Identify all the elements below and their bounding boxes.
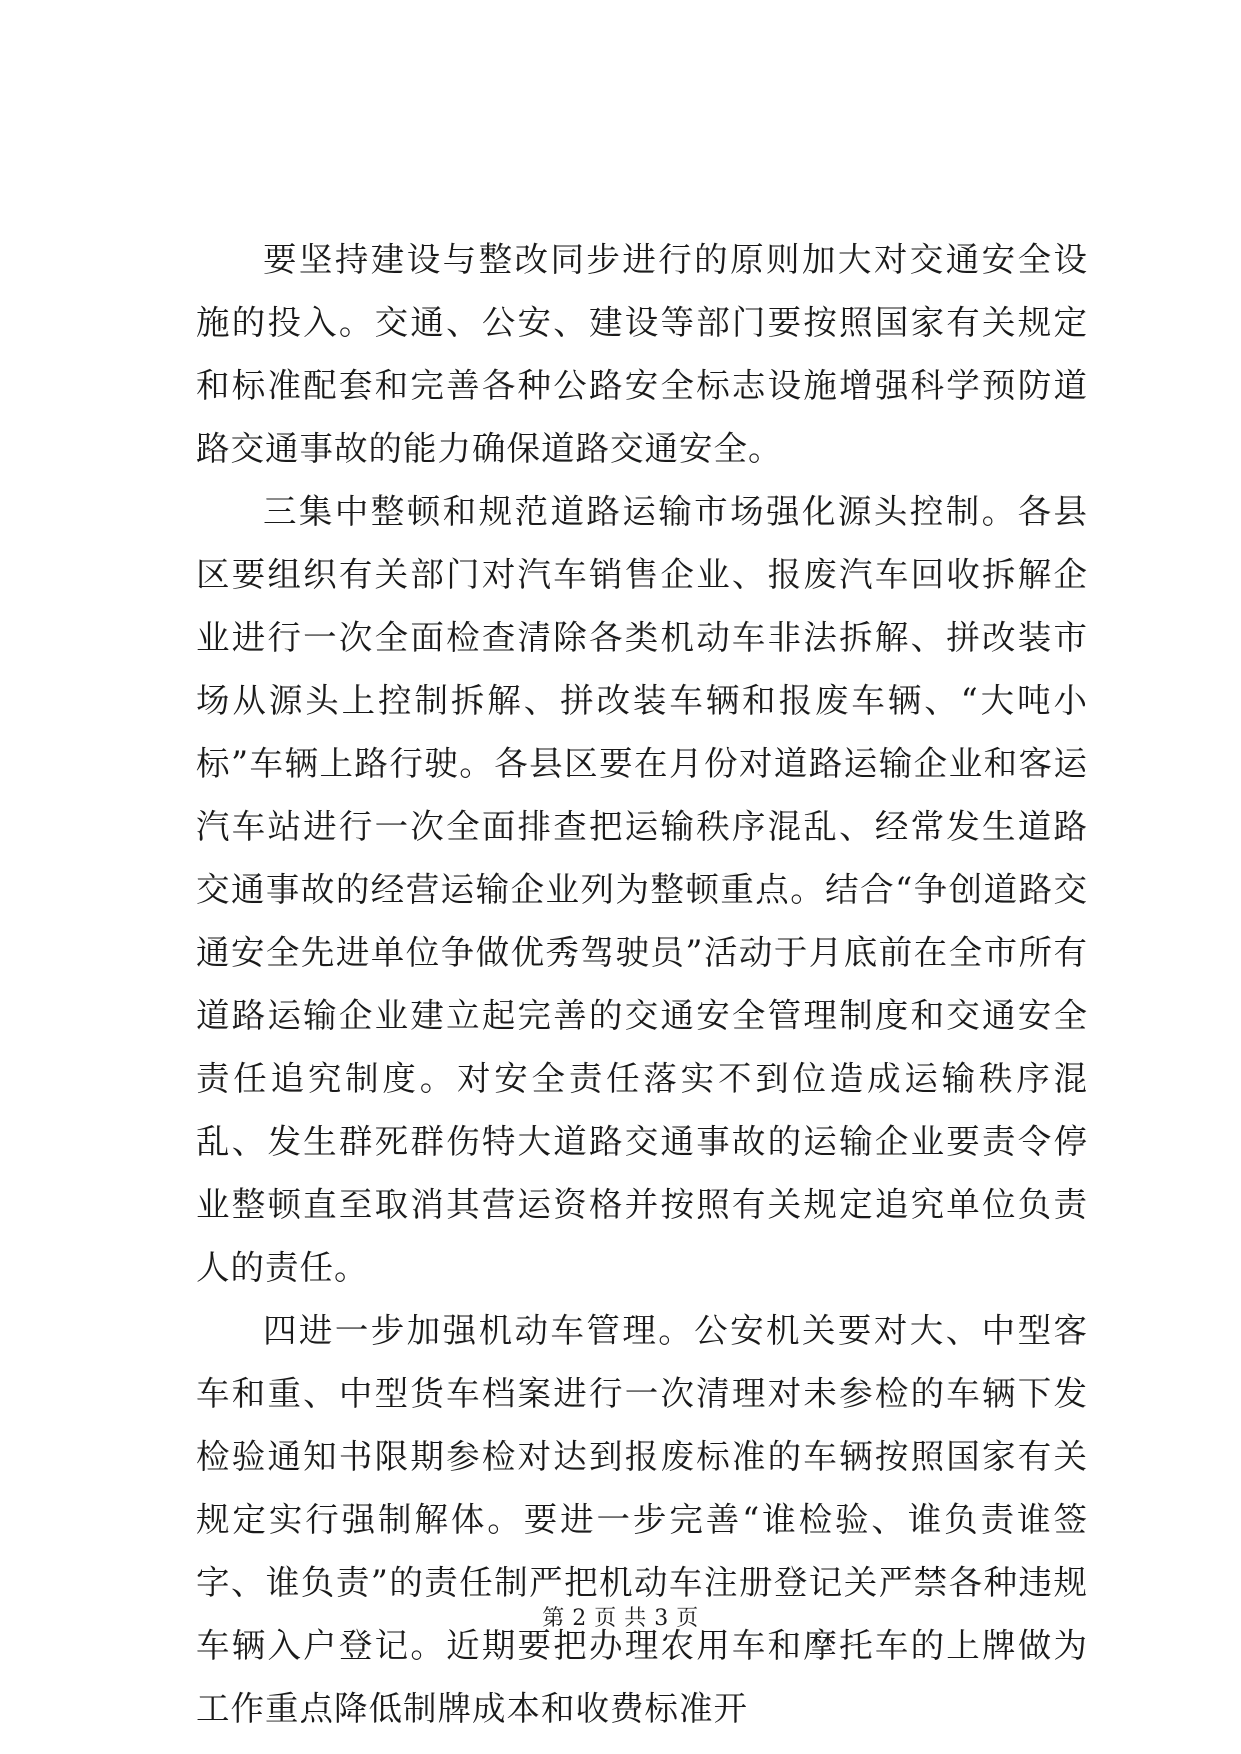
document-body bbox=[196, 228, 1088, 1740]
paragraph-vehicle-management: 四进一步加强机动车管理。公安机关要对大、中型客车和重、中型货车档案进行一次清理对未参检的车辆下发检验通知书限期参检对达到报废标准的车辆按照国家有关规定实行强制解体。要进一步完善“谁检验、谁负责谁签字、谁负责”的责任制严把机动车注册登记关严禁各种违规车辆入户登记。近期要把办理农用车和摩托车的上牌做为工作重点降低制牌成本和收费标准开 bbox=[196, 1311, 1088, 1728]
paragraph-transport-market: 三集中整顿和规范道路运输市场强化源头控制。各县区要组织有关部门对汽车销售企业、报废汽车回收拆解企业进行一次全面检查清除各类机动车非法拆解、拼改装市场从源头上控制拆解、拼改装车辆和报废车辆、“大吨小标”车辆上路行驶。各县区要在月份对道路运输企业和客运汽车站进行一次全面排查把运输秩序混乱、经常发生道路交通事故的经营运输企业列为整顿重点。结合“争创道路交通安全先进单位争做优秀驾驶员”活动于月底前在全市所有道路运输企业建立起完善的交通安全管理制度和交通安全责任追究制度。对安全责任落实不到位造成运输秩序混乱、发生群死群伤特大道路交通事故的运输企业要责令停业整顿直至取消其营运资格并按照有关规定追究单位负责人的责任。 bbox=[196, 492, 1088, 1287]
page-number-footer: 第 2 页 共 3 页 bbox=[542, 1606, 699, 1631]
paragraph-safety-facilities: 要坚持建设与整改同步进行的原则加大对交通安全设施的投入。交通、公安、建设等部门要按照国家有关规定和标准配套和完善各种公路安全标志设施增强科学预防道路交通事故的能力确保道路交通安全。 bbox=[196, 240, 1088, 468]
